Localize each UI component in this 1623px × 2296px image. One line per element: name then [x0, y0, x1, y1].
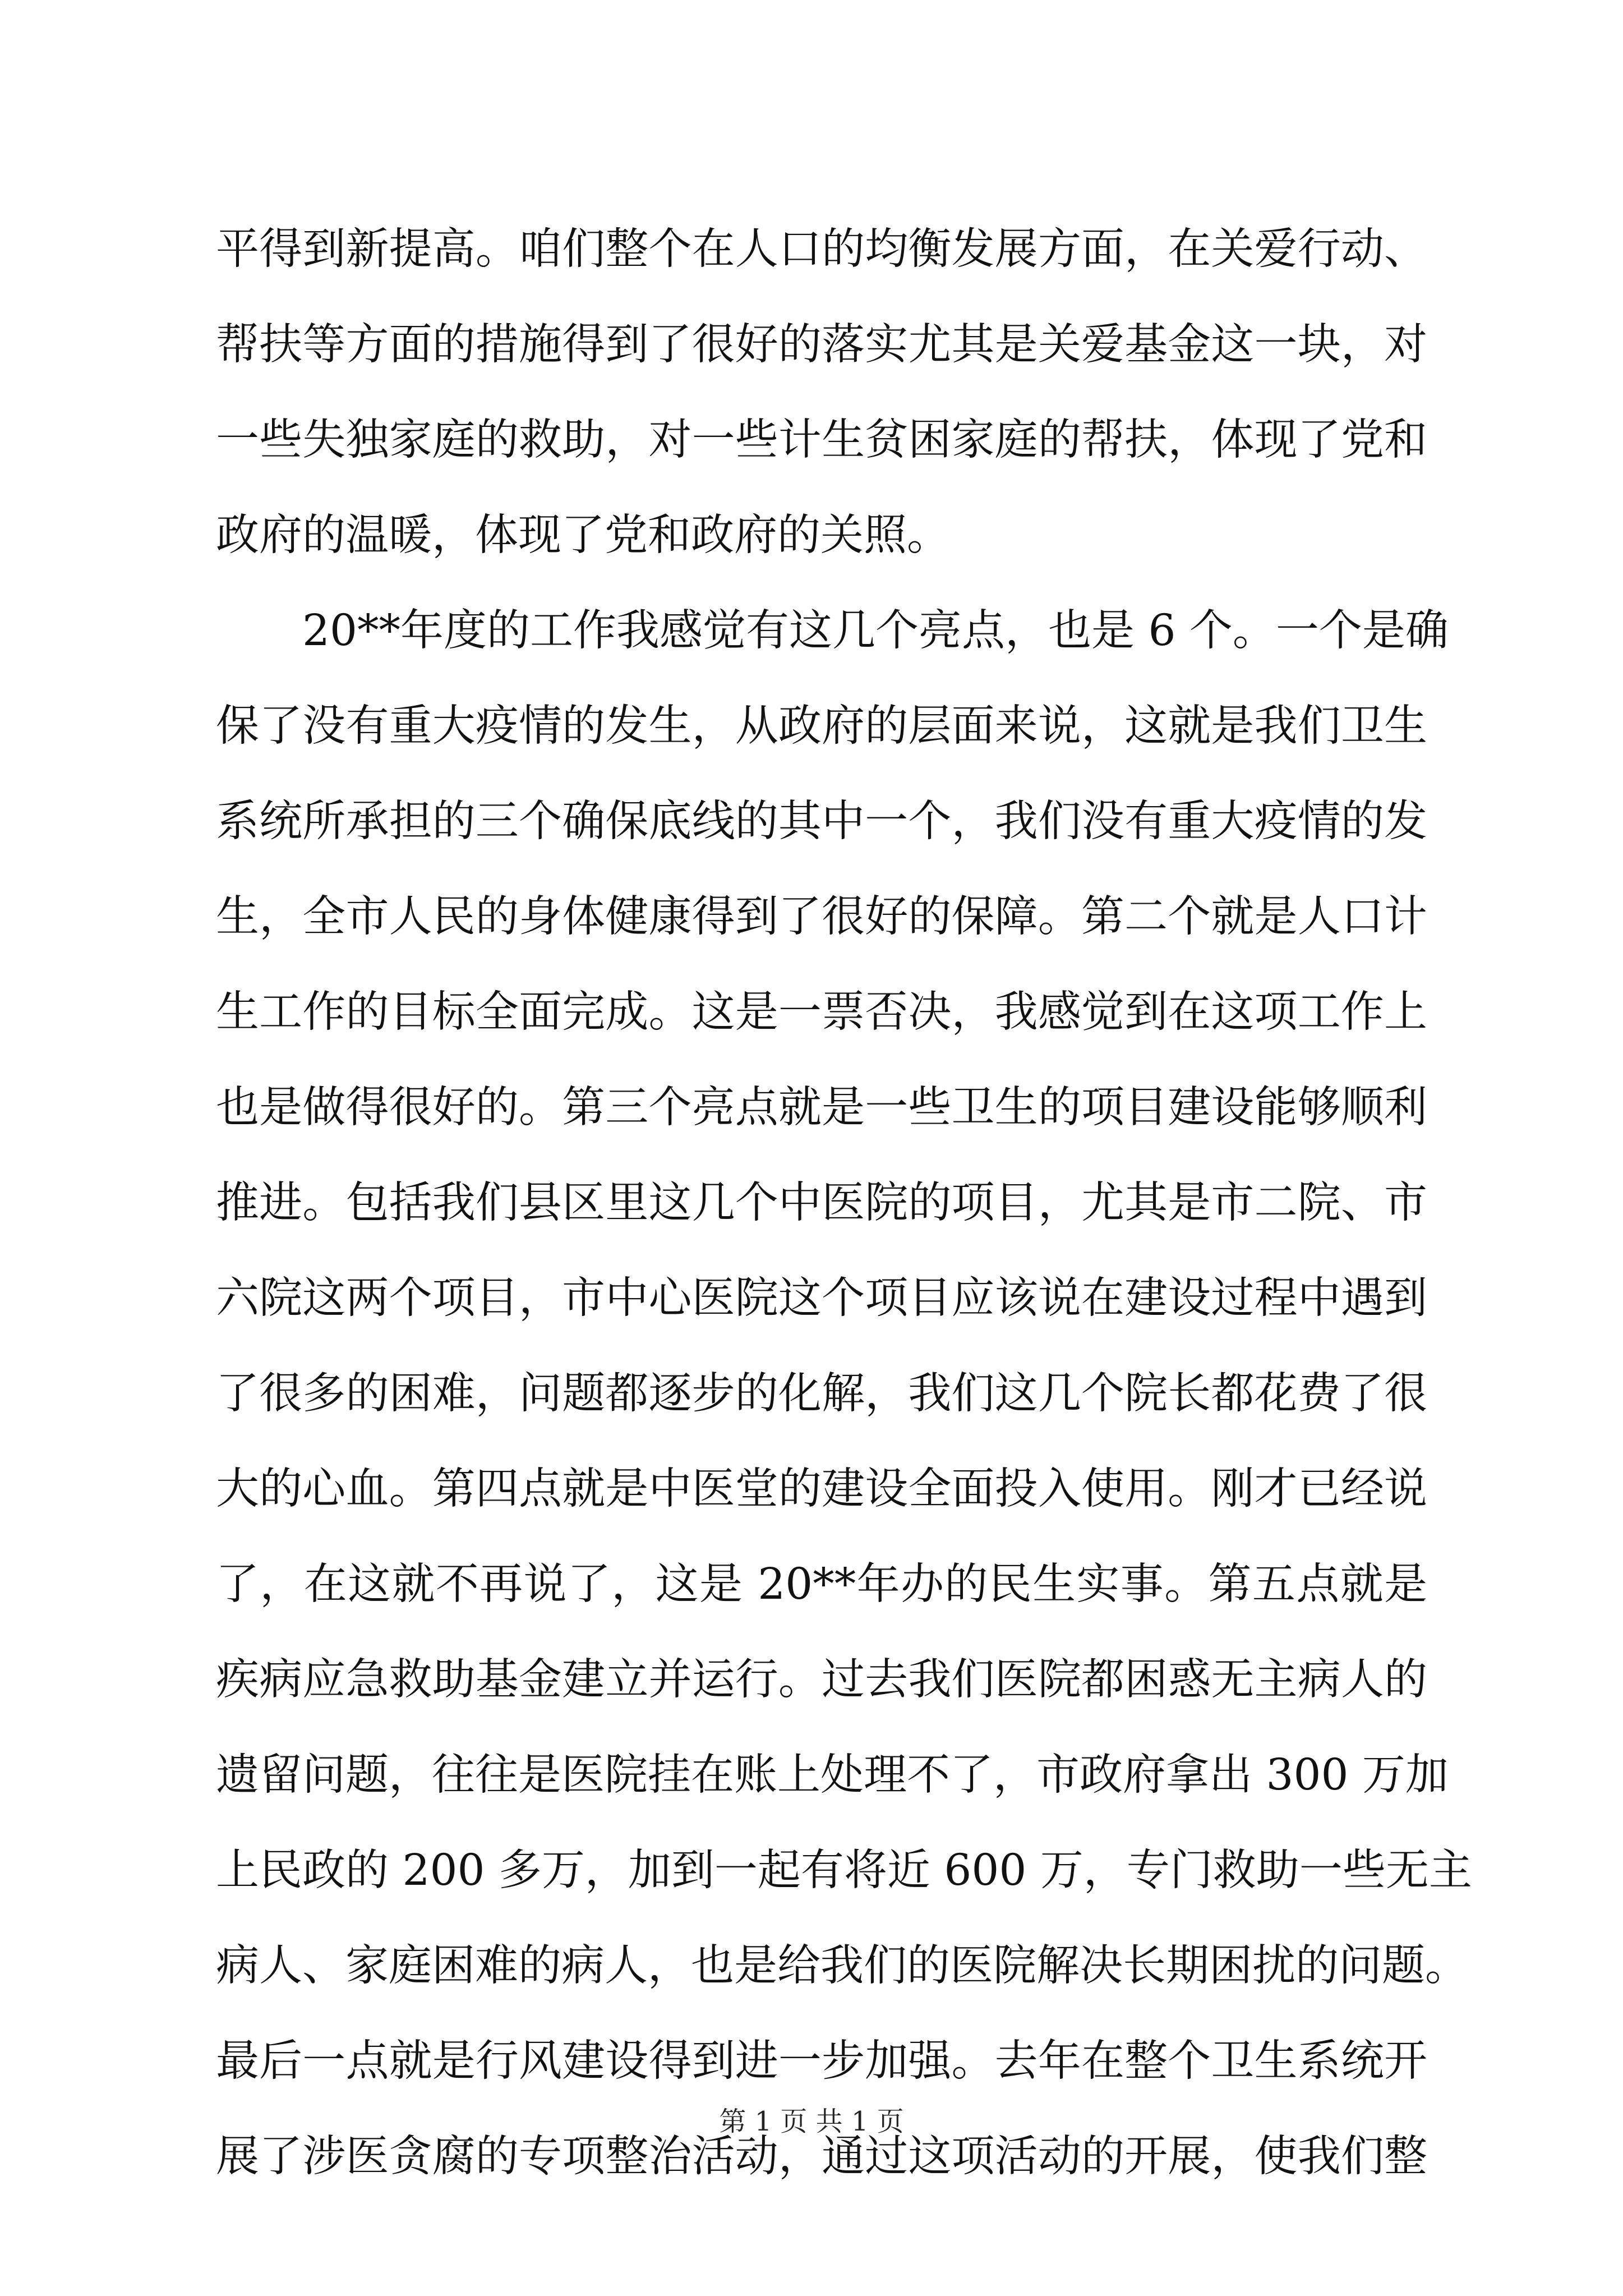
text-line: 最后一点就是行风建设得到进一步加强。去年在整个卫生系统开 [216, 2036, 1427, 2086]
text-line: 生，全市人民的身体健康得到了很好的保障。第二个就是人口计 [216, 892, 1427, 942]
text-line: 政府的温暖，体现了党和政府的关照。 [216, 510, 950, 560]
text-line: 遗留问题，往往是医院挂在账上处理不了，市政府拿出 300 万加 [216, 1750, 1449, 1800]
text-line: 上民政的 200 多万，加到一起有将近 600 万，专门救助一些无主 [216, 1846, 1472, 1895]
text-line: 系统所承担的三个确保底线的其中一个，我们没有重大疫情的发 [216, 797, 1427, 846]
text-line: 生工作的目标全面完成。这是一票否决，我感觉到在这项工作上 [216, 987, 1427, 1037]
text-line: 了，在这就不再说了，这是 20**年办的民生实事。第五点就是 [216, 1559, 1427, 1609]
text-line: 大的心血。第四点就是中医堂的建设全面投入使用。刚才已经说 [216, 1464, 1427, 1514]
text-line: 六院这两个项目，市中心医院这个项目应该说在建设过程中遇到 [216, 1273, 1427, 1323]
text-line: 疾病应急救助基金建立并运行。过去我们医院都困惑无主病人的 [216, 1655, 1427, 1705]
text-line: 保了没有重大疫情的发生，从政府的层面来说，这就是我们卫生 [216, 701, 1427, 751]
text-line: 帮扶等方面的措施得到了很好的落实尤其是关爱基金这一块，对 [216, 320, 1427, 370]
text-line: 平得到新提高。咱们整个在人口的均衡发展方面，在关爱行动、 [216, 224, 1427, 274]
text-line: 一些失独家庭的救助，对一些计生贫困家庭的帮扶，体现了党和 [216, 415, 1427, 465]
text-line: 病人、家庭困难的病人，也是给我们的医院解决长期困扰的问题。 [216, 1941, 1468, 1991]
text-line: 了很多的困难，问题都逐步的化解，我们这几个院长都花费了很 [216, 1369, 1427, 1419]
paragraph-first-line: 20**年度的工作我感觉有这几个亮点，也是 6 个。一个是确 [302, 606, 1449, 656]
page-footer: 第 1 页 共 1 页 [719, 2106, 904, 2137]
text-line: 展了涉医贪腐的专项整治活动，通过这项活动的开展，使我们整 [216, 2132, 1427, 2182]
text-line: 也是做得很好的。第三个亮点就是一些卫生的项目建设能够顺利 [216, 1083, 1427, 1133]
text-line: 推进。包括我们县区里这几个中医院的项目，尤其是市二院、市 [216, 1178, 1427, 1228]
